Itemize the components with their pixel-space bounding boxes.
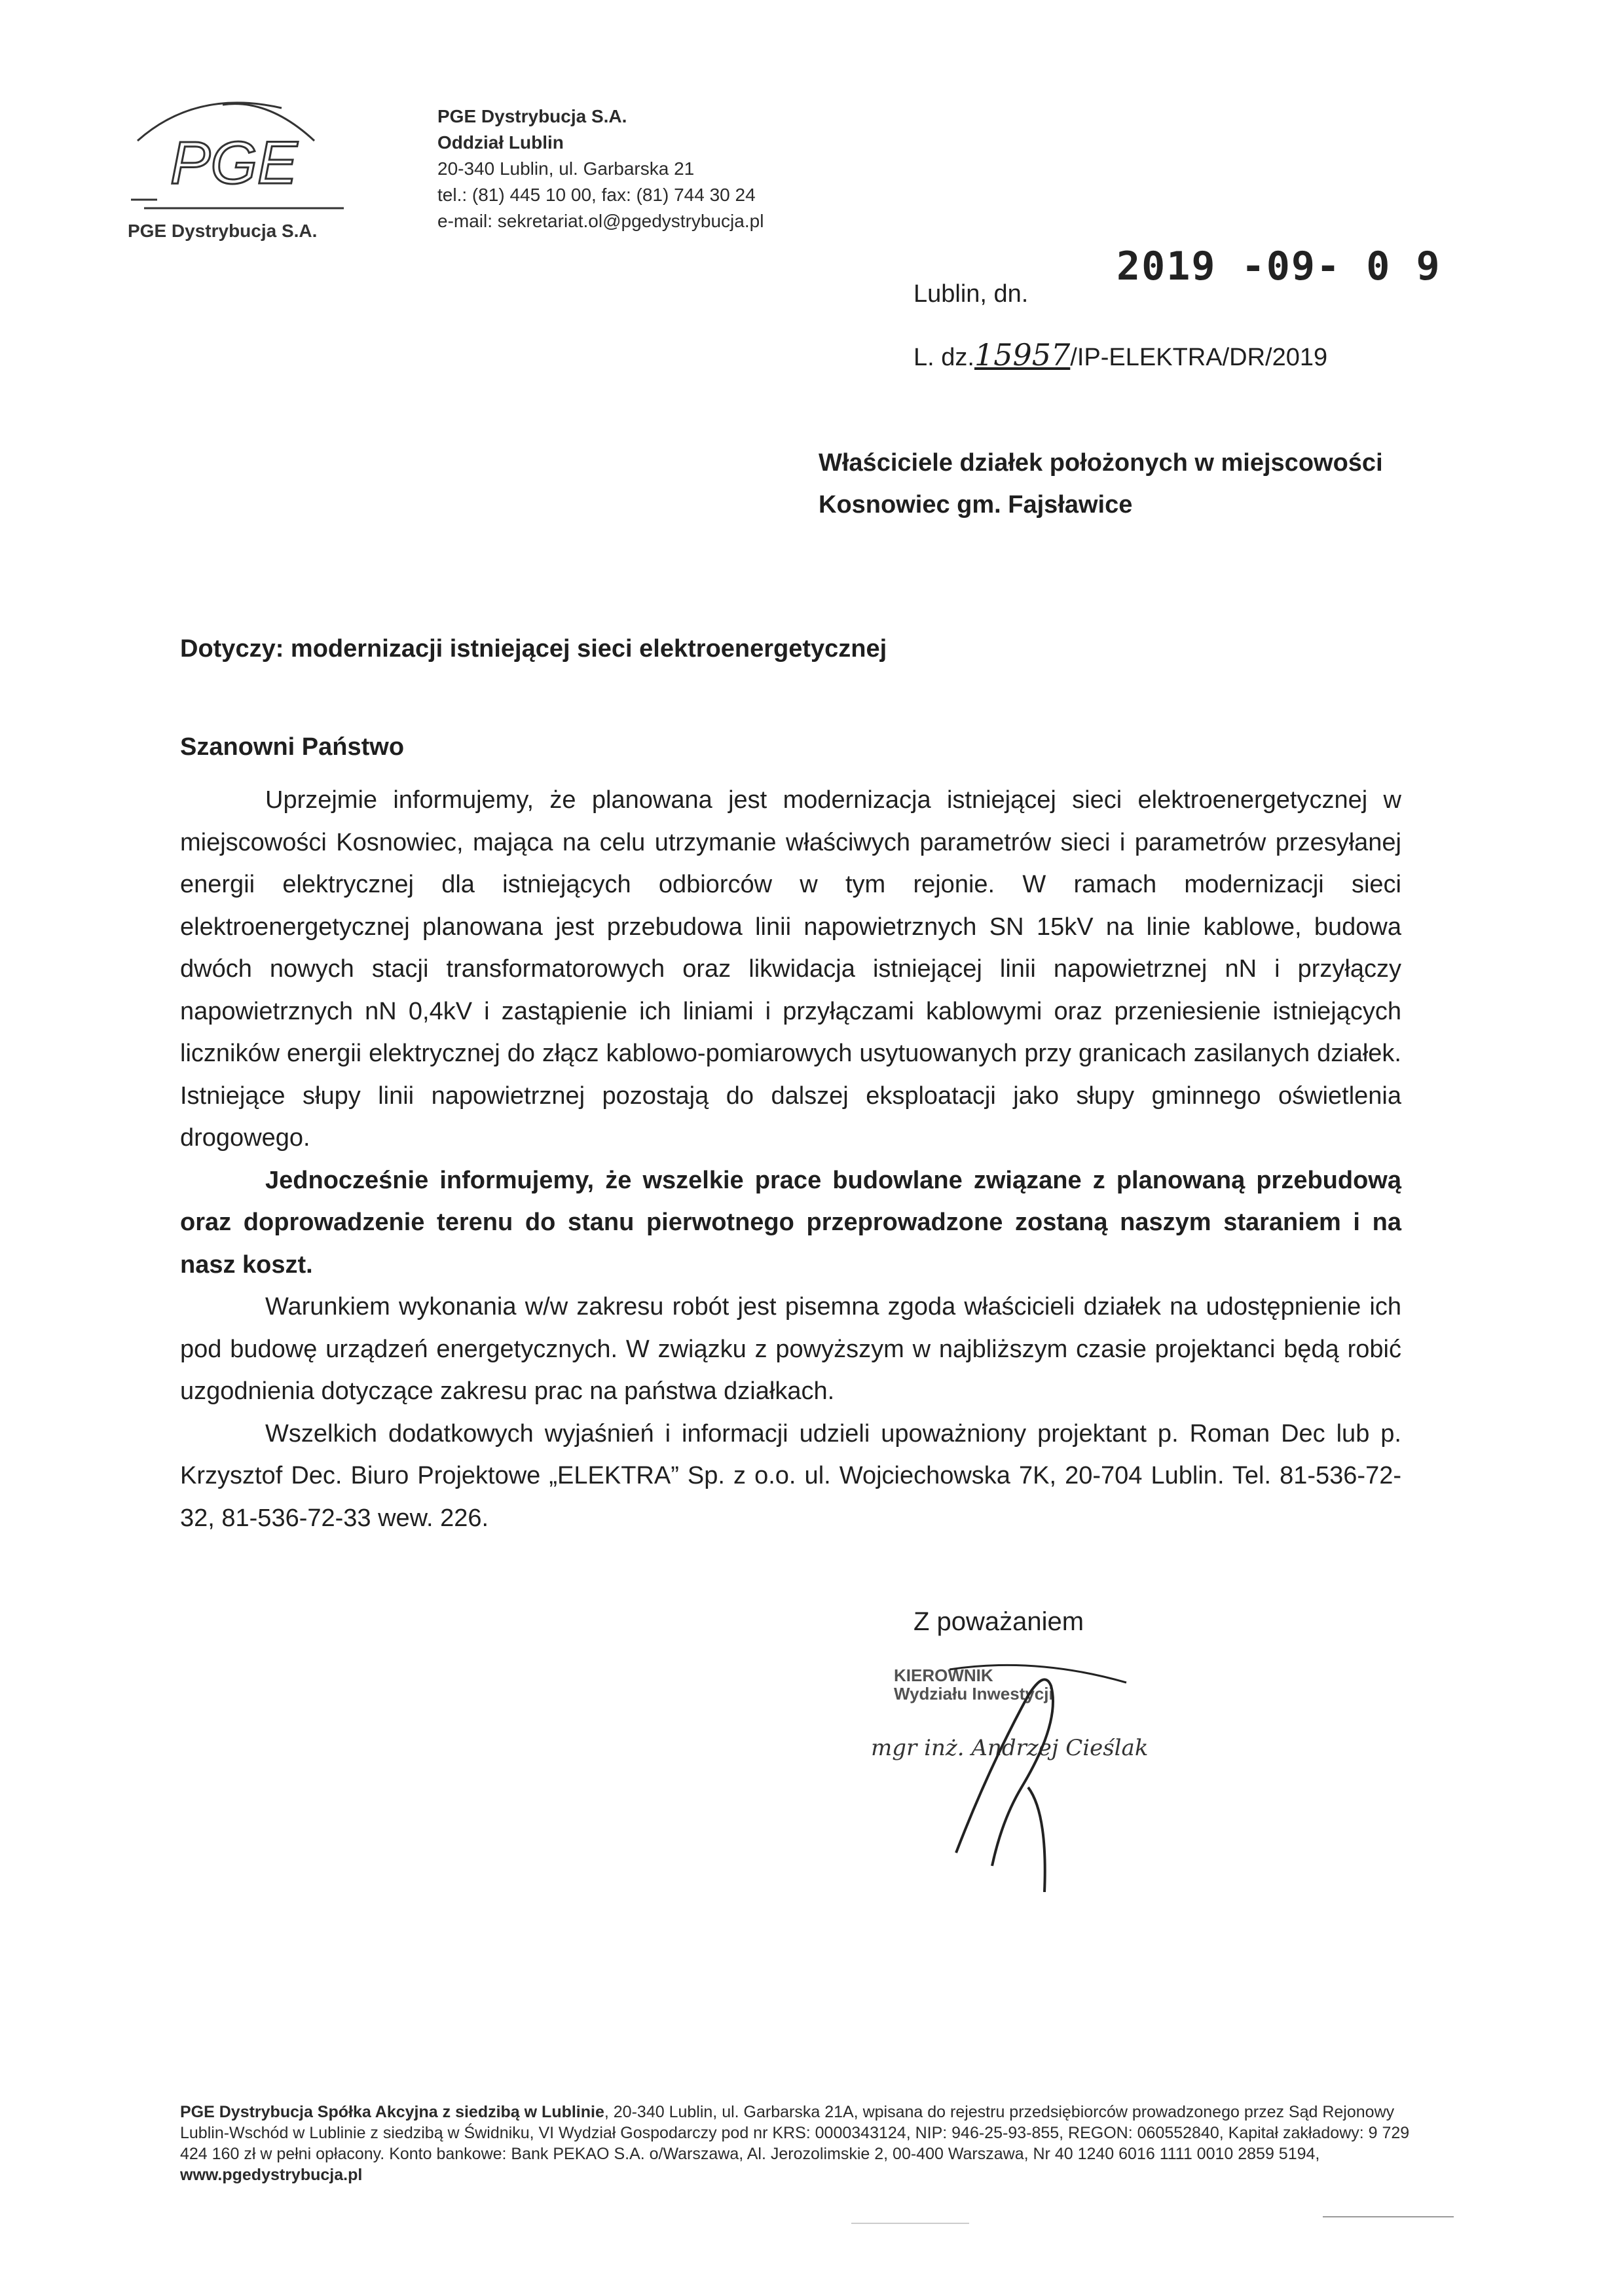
sender-branch: Oddział Lublin	[437, 132, 564, 153]
recipient-line2: Kosnowiec gm. Fajsławice	[819, 491, 1133, 519]
sender-block	[437, 103, 764, 234]
letter-body	[180, 779, 1401, 1539]
scan-mark	[851, 2223, 969, 2224]
closing: Z poważaniem	[913, 1607, 1084, 1636]
date-label: Lublin, dn.	[913, 280, 1029, 308]
reference-number	[913, 337, 1327, 373]
stamp-line1: KIEROWNIK	[894, 1666, 993, 1685]
body-paragraph-4: Wszelkich dodatkowych wyjaśnień i informacji udzieli upoważniony projektant p. Roman Dec lub p. Krzysztof Dec. Biuro Projektowe „ELEKTRA” Sp. z o.o. ul. Wojciechowska 7K, 20-704 Lublin. Tel. 81-536-72-32, 81-536-72-33 wew. 226.	[180, 1419, 1401, 1532]
sender-name: PGE Dystrybucja S.A.	[437, 106, 627, 126]
salutation: Szanowni Państwo	[180, 733, 405, 761]
stamp-line2: Wydziału Inwestycji	[894, 1684, 1054, 1704]
body-paragraph-2: Jednocześnie informujemy, że wszelkie prace budowlane związane z planowaną przebudową oraz doprowadzenie terenu do stanu pierwotnego przeprowadzone zostaną naszym staraniem i na nasz koszt.	[180, 1166, 1401, 1279]
ref-prefix: L. dz.	[913, 344, 974, 371]
ref-suffix: /IP-ELEKTRA/DR/2019	[1070, 344, 1328, 371]
recipient-line1: Właściciele działek położonych w miejscowości	[819, 449, 1383, 477]
pge-logo-icon	[118, 92, 367, 242]
scan-mark	[1323, 2216, 1454, 2217]
body-paragraph-3: Warunkiem wykonania w/w zakresu robót jest pisemna zgoda właścicieli działek na udostępnienie ich pod budowę urządzeń energetycznych. W związku z powyższym w najbliższym czasie projektanci będą robić uzgodnienia dotyczące zakresu prac na państwa działkach.	[180, 1293, 1401, 1405]
subject-line: Dotyczy: modernizacji istniejącej sieci elektroenergetycznej	[180, 635, 887, 663]
date-stamp: 2019 -09- 0 9	[1116, 244, 1441, 289]
logo-caption: PGE Dystrybucja S.A.	[128, 221, 318, 241]
sender-phone: tel.: (81) 445 10 00, fax: (81) 744 30 24	[437, 185, 756, 205]
sender-address: 20-340 Lublin, ul. Garbarska 21	[437, 158, 695, 179]
recipient	[819, 442, 1383, 526]
logo-text: PGE	[170, 130, 298, 196]
sender-email: e-mail: sekretariat.ol@pgedystrybucja.pl	[437, 211, 764, 231]
footer	[180, 2102, 1431, 2185]
ref-handwritten-number: 15957	[974, 337, 1071, 373]
footer-details: , 20-340 Lublin, ul. Garbarska 21A, wpisana do rejestru przedsiębiorców prowadzonego przez Sąd Rejonowy Lublin-Wschód w Lublinie z siedzibą w Świdniku, VI Wydział Gospodarczy pod nr KRS: 0000343124, NIP: 946-25-93-855, REGON: 060552840, Kapitał zakładowy: 9 729 424 160 zł w pełni opłacony. Konto bankowe: Bank PEKAO S.A. o/Warszawa, Al. Jerozolimskie 2, 00-400 Warszawa, Nr 40 1240 6016 1111 0010 2859 5194,	[180, 2103, 1410, 2163]
handwritten-signature-icon	[930, 1656, 1139, 1892]
footer-company: PGE Dystrybucja Spółka Akcyjna z siedzibą w Lublinie	[180, 2103, 604, 2121]
body-paragraph-1: Uprzejmie informujemy, że planowana jest modernizacja istniejącej sieci elektroenergetycznej w miejscowości Kosnowiec, mająca na celu utrzymanie właściwych parametrów sieci i parametrów przesyłanej energii elektrycznej dla istniejących odbiorców w tym rejonie. W ramach modernizacji sieci elektroenergetycznej planowana jest przebudowa linii napowietrznych SN 15kV na linie kablowe, budowa dwóch nowych stacji transformatorowych oraz likwidacja istniejącej linii napowietrznej nN i przyłączy napowietrznych nN 0,4kV i zastąpienie ich liniami i przyłączami kablowymi oraz przeniesienie istniejących liczników energii elektrycznej do złącz kablowo-pomiarowych usytuowanych przy granicach zasilanych działek. Istniejące słupy linii napowietrznej pozostają do dalszej eksploatacji jako słupy gminnego oświetlenia drogowego.	[180, 786, 1401, 1152]
footer-website: www.pgedystrybucja.pl	[180, 2166, 363, 2184]
signer-name: mgr inż. Andrzej Cieślak	[871, 1735, 1149, 1761]
